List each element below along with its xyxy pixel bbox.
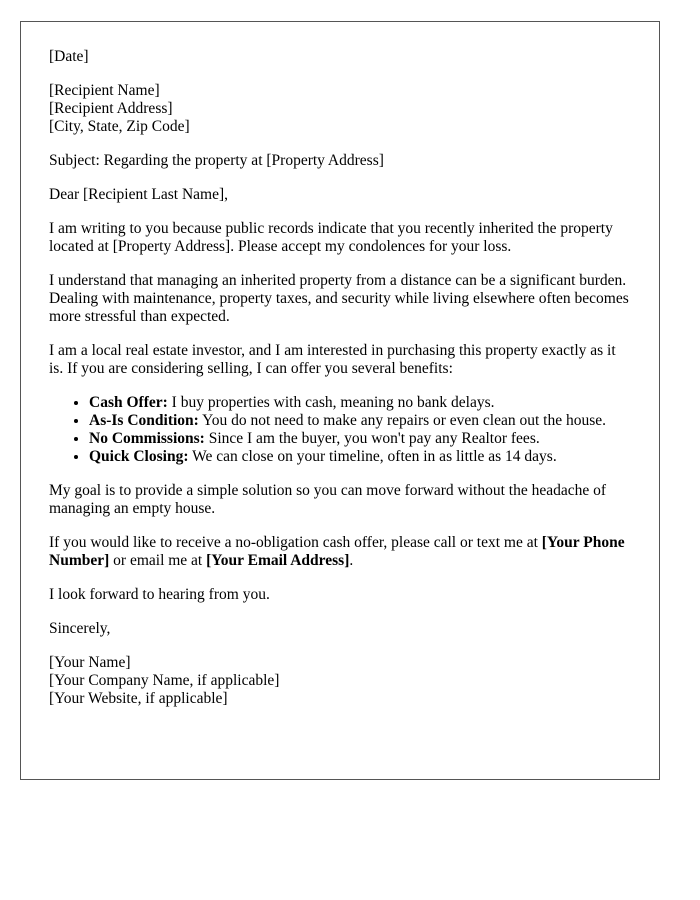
recipient-city-state-zip: [City, State, Zip Code] (49, 118, 190, 135)
date-block (49, 48, 631, 66)
benefit-text: You do not need to make any repairs or even clean out the house. (198, 412, 607, 429)
subject-line: Subject: Regarding the property at [Property Address] (49, 152, 384, 169)
signature-block (49, 654, 631, 708)
recipient-address: [Recipient Address] (49, 100, 173, 117)
benefit-item (89, 430, 631, 448)
benefit-item (89, 412, 631, 430)
salutation-block (49, 186, 631, 204)
contact-paragraph-block (49, 534, 631, 570)
recipient-name: [Recipient Name] (49, 82, 160, 99)
benefit-title: As-Is Condition: (89, 412, 199, 429)
subject-block (49, 152, 631, 170)
benefit-text: We can close on your timeline, often in as little as 14 days. (188, 448, 557, 465)
intro-paragraph: I am writing to you because public records indicate that you recently inherited the property located at [Property Address]. Please accept my condolences for your loss. (49, 220, 613, 255)
benefits-list (49, 394, 631, 466)
contact-middle: or email me at (109, 552, 207, 569)
letter-page (20, 21, 660, 780)
intro-paragraph-block (49, 220, 631, 256)
closing-block (49, 586, 631, 604)
sign-off-block (49, 620, 631, 638)
signature-company: [Your Company Name, if applicable] (49, 672, 280, 689)
burden-paragraph-block (49, 272, 631, 326)
sign-off: Sincerely, (49, 620, 111, 637)
benefit-title: Cash Offer: (89, 394, 168, 411)
contact-paragraph (49, 534, 631, 570)
contact-prefix: If you would like to receive a no-obligation cash offer, please call or text me at (49, 534, 542, 551)
letter-date: [Date] (49, 48, 89, 65)
closing-line: I look forward to hearing from you. (49, 586, 270, 603)
benefit-title: No Commissions: (89, 430, 205, 447)
benefit-item (89, 394, 631, 412)
benefit-title: Quick Closing: (89, 448, 189, 465)
contact-email: [Your Email Address] (206, 552, 350, 569)
benefit-text: Since I am the buyer, you won't pay any Realtor fees. (204, 430, 540, 447)
benefit-item (89, 448, 631, 466)
signature-website: [Your Website, if applicable] (49, 690, 228, 707)
recipient-block (49, 82, 631, 136)
contact-suffix: . (349, 552, 354, 569)
contact-phone: [Your Phone Number] (49, 534, 625, 569)
offer-paragraph: I am a local real estate investor, and I am interested in purchasing this property exactly as it is. If you are considering selling, I can offer you several benefits: (49, 342, 616, 377)
salutation: Dear [Recipient Last Name], (49, 186, 229, 203)
benefit-text: I buy properties with cash, meaning no bank delays. (167, 394, 495, 411)
offer-paragraph-block (49, 342, 631, 378)
signature-name: [Your Name] (49, 654, 131, 671)
burden-paragraph: I understand that managing an inherited property from a distance can be a significant burden. Dealing with maintenance, property taxes, and security while living elsewhere often becomes more stressful than expected. (49, 272, 629, 325)
goal-paragraph-block (49, 482, 631, 518)
goal-paragraph: My goal is to provide a simple solution so you can move forward without the headache of managing an empty house. (49, 482, 607, 517)
